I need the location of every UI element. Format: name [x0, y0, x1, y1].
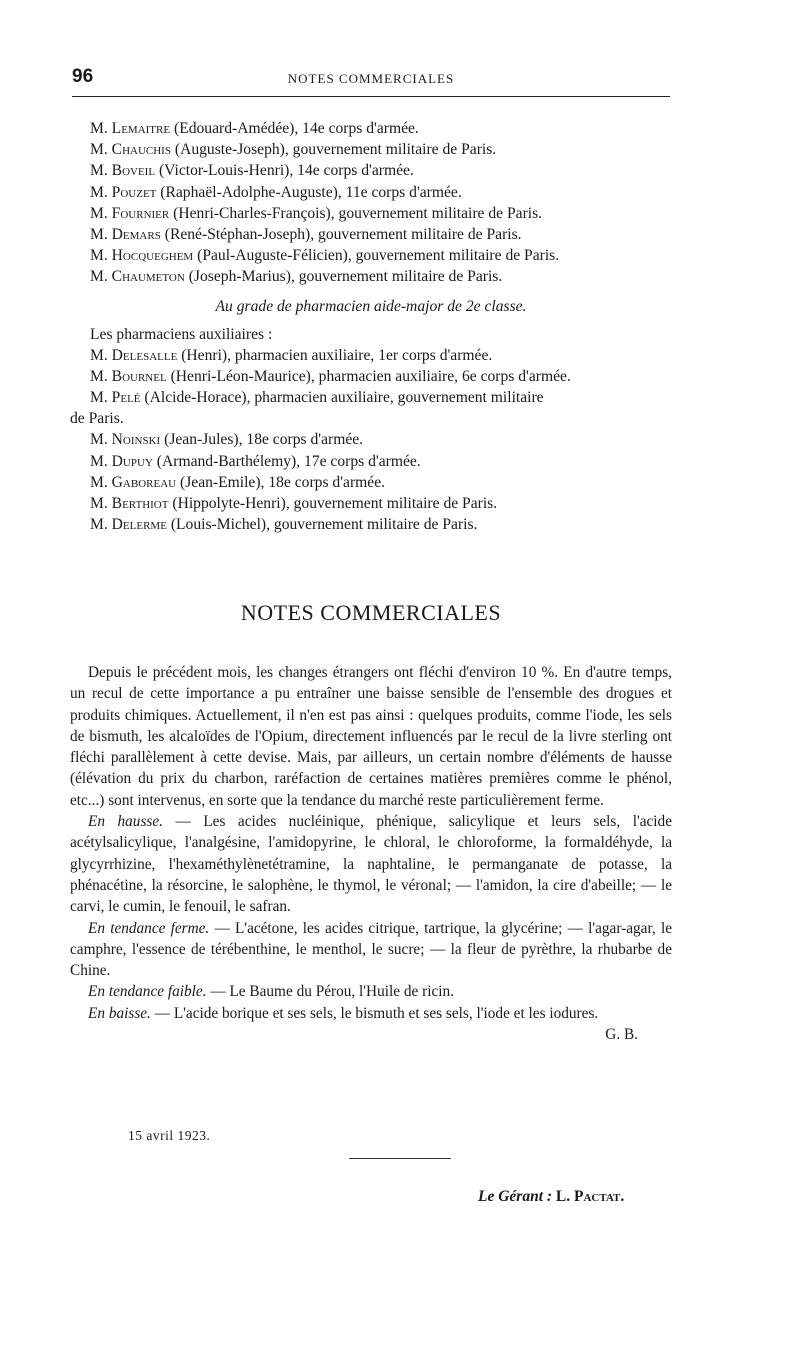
paragraph-faible: En tendance faible. — Le Baume du Pérou, l'Huile de ricin. — [88, 983, 454, 1001]
person-name: Fournier — [111, 204, 170, 222]
list-item: M. Bournel (Henri-Léon-Maurice), pharmacien auxiliaire, 6e corps d'armée. — [90, 367, 571, 385]
list-item: M. Hocqueghem (Paul-Auguste-Félicien), gouvernement militaire de Paris. — [90, 247, 560, 265]
issue-date: 15 avril 1923. — [128, 1128, 211, 1143]
list-item: M. Noinski (Jean-Jules), 18e corps d'armée. — [90, 431, 364, 449]
paragraph-ferme: En tendance ferme. — L'acétone, les acides citrique, tartrique, la glycérine; — l'agar-agar, le camphre, l'essence de térébenthine, le menthol, le sucre; — la fleur de pyrèthre, la rhubarbe de Chine. — [70, 919, 672, 980]
list-item: M. Lemaitre (Edouard-Amédée), 14e corps d'armée. — [90, 120, 419, 137]
page-number: 96 — [72, 66, 94, 87]
list-item: M. Pouzet (Raphaël-Adolphe-Auguste), 11e corps d'armée. — [90, 183, 462, 201]
list-item: M. Chauchis (Auguste-Joseph), gouvernement militaire de Paris. — [90, 141, 497, 159]
grade-subheading: Au grade de pharmacien aide-major de 2e classe. — [215, 297, 527, 315]
section-title: NOTES COMMERCIALES — [240, 600, 502, 625]
person-name: Boveil — [111, 162, 156, 180]
person-name: Delerme — [111, 516, 167, 534]
divider — [349, 1158, 451, 1159]
person-name: Chauchis — [111, 141, 171, 159]
list-item: M. Delesalle (Henri), pharmacien auxiliaire, 1er corps d'armée. — [90, 346, 493, 364]
list-item: M. Fournier (Henri-Charles-François), gouvernement militaire de Paris. — [90, 204, 543, 222]
list-item: M. Pelé (Alcide-Horace), pharmacien auxiliaire, gouvernement militaire — [90, 389, 544, 407]
list-item: M. Berthiot (Hippolyte-Henri), gouvernement militaire de Paris. — [90, 495, 498, 512]
person-name: Berthiot — [111, 495, 169, 512]
trend-label: En tendance faible. — [88, 983, 207, 1001]
paragraph-baisse: En baisse. — L'acide borique et ses sels, le bismuth et ses sels, l'iode et les iodures. G. B. — [70, 1003, 672, 1024]
list-item: M. Delerme (Louis-Michel), gouvernement militaire de Paris. — [90, 516, 478, 534]
list-item: M. Boveil (Victor-Louis-Henri), 14e corps d'armée. — [90, 162, 414, 180]
trend-label: En tendance ferme. — [88, 919, 210, 937]
trend-label: En baisse. — [88, 1004, 151, 1022]
list-item: M. Gaboreau (Jean-Emile), 18e corps d'armée. — [90, 473, 386, 491]
market-notes — [70, 662, 672, 1045]
person-name: Dupuy — [111, 452, 153, 470]
list-item: M. Dupuy (Armand-Barthélemy), 17e corps d'armée. — [90, 452, 421, 470]
person-name: Pouzet — [111, 183, 157, 201]
person-name: Demars — [111, 225, 161, 243]
list-item: M. Demars (René-Stéphan-Joseph), gouvernement militaire de Paris. — [90, 225, 522, 243]
pharmacists-intro: Les pharmaciens auxiliaires : — [90, 325, 273, 343]
person-name: Delesalle — [111, 346, 178, 364]
person-name: Noinski — [111, 431, 161, 449]
gerant-name: L. Pactat. — [555, 1188, 625, 1205]
paragraph-intro: Depuis le précédent mois, les changes étrangers ont fléchi d'environ 10 %. En d'autre temps, un recul de cette importance a pu entraîner une baisse sensible de l'ensemble des drogues et produits chimiques. Actuellement, il n'en est pas ainsi : quelques produits, comme l'iode, les sels de bismuth, les alcaloïdes de l'Opium, directement influencés par le recul de la livre sterling ont fléchi parallèlement à cette devise. Mais, par ailleurs, un certain nombre d'éléments de hausse (élévation du prix du charbon, raréfaction de certaines matières premières comme le phénol, etc...) sont intervenus, en sorte que la tendance du marché reste particulièrement ferme. — [70, 664, 672, 809]
person-name: Lemaitre — [111, 120, 171, 137]
appointments-list — [70, 118, 672, 535]
author-initials: G. B. — [605, 1026, 638, 1044]
person-name: Hocqueghem — [111, 247, 194, 265]
running-title: NOTES COMMERCIALES — [287, 71, 455, 86]
person-name: Pelé — [111, 389, 141, 407]
list-item: M. Chaumeton (Joseph-Marius), gouvernement militaire de Paris. — [90, 268, 503, 286]
gerant-label: Le Gérant : — [478, 1188, 553, 1205]
paragraph-hausse: En hausse. — Les acides nucléinique, phénique, salicylique et leurs sels, l'acide acétylsalicylique, l'analgésine, l'amidopyrine, le chloral, le chloroforme, la formaldéhyde, la glycyrrhizine, l'hexaméthylènetétramine, la naphtaline, le permanganate de potasse, la phénacétine, la résorcine, le salophène, le thymol, le véronal; — l'amidon, la cire d'abeille; — le carvi, le cumin, le fenouil, le safran. — [70, 813, 672, 916]
running-head — [72, 66, 670, 97]
person-name: Bournel — [111, 367, 167, 385]
person-name: Gaboreau — [111, 473, 177, 491]
person-name: Chaumeton — [111, 268, 185, 286]
list-item-continuation: de Paris. — [70, 410, 124, 428]
gerant-line — [478, 1188, 624, 1206]
trend-label: En hausse. — [88, 813, 163, 831]
